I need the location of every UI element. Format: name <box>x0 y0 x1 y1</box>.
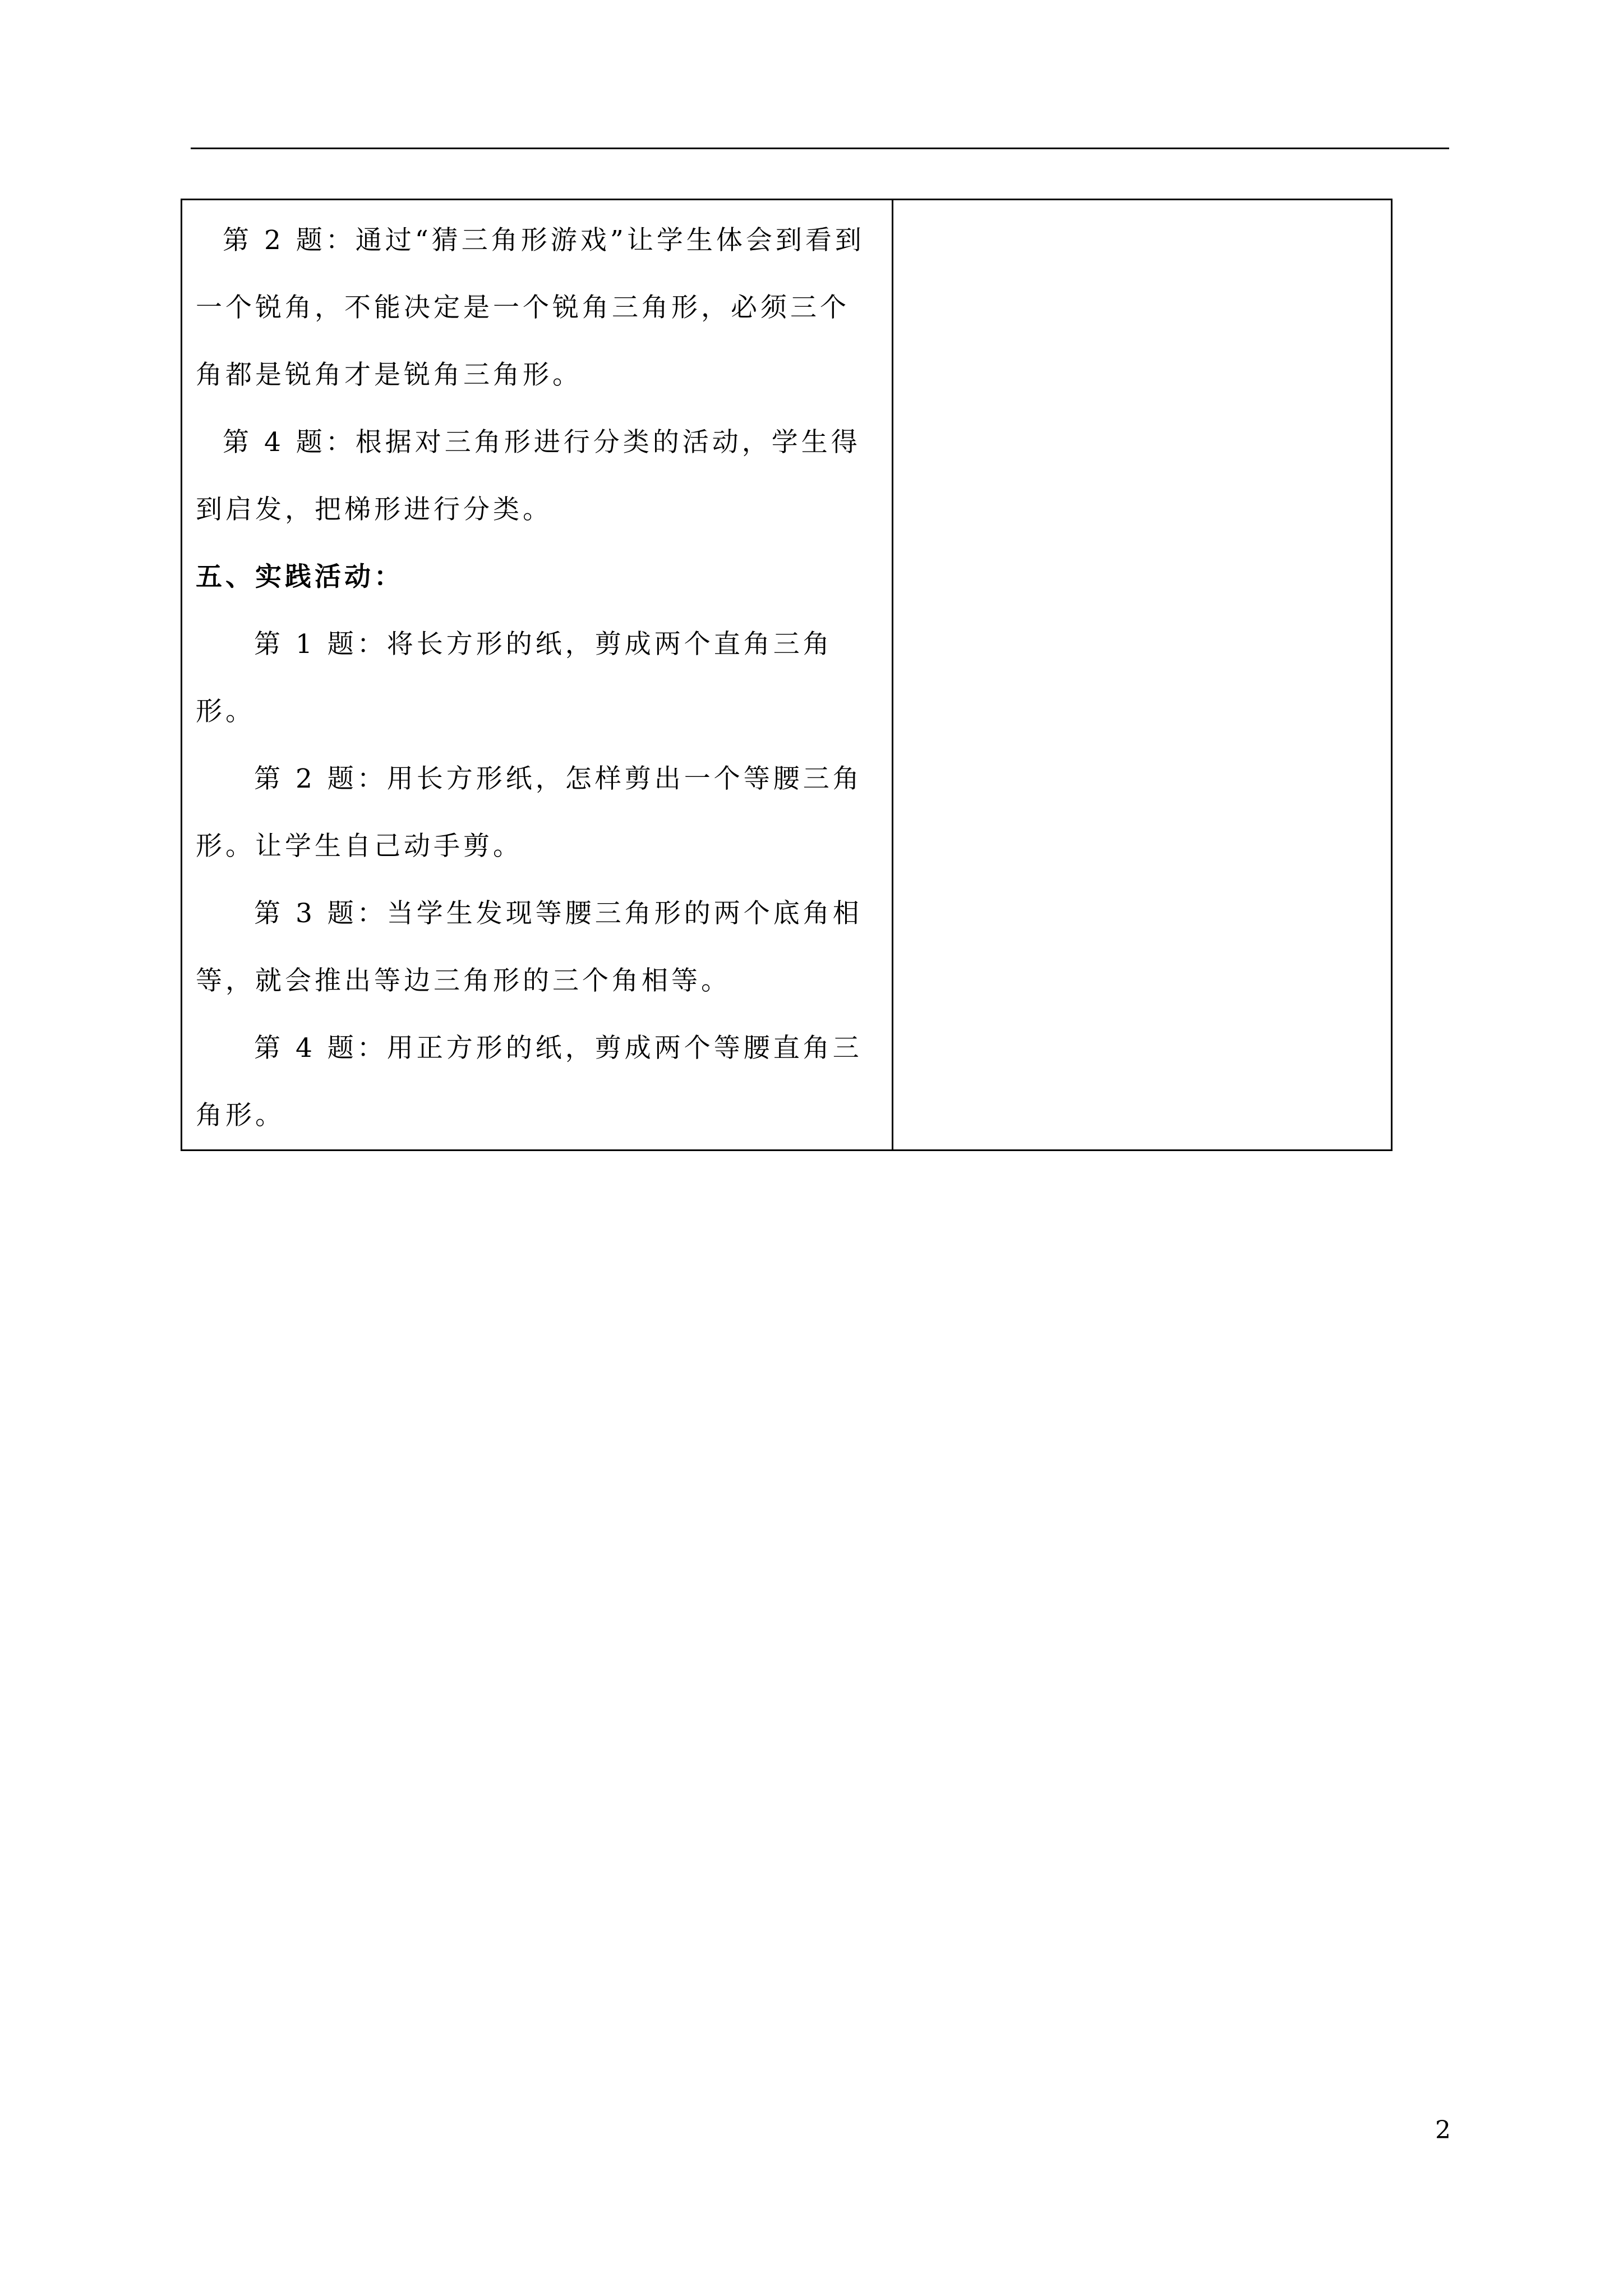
page-number: 2 <box>1435 2116 1451 2145</box>
section-heading-practice-activity: 五、实践活动： <box>196 562 404 592</box>
header-rule <box>191 148 1449 149</box>
paragraph-classify-trapezoid: 第 4 题：根据对三角形进行分类的活动，学生得到启发，把梯形进行分类。 <box>196 427 861 525</box>
content-cell-body <box>182 200 892 1149</box>
content-cell <box>182 200 893 1151</box>
lesson-table <box>181 199 1393 1151</box>
paragraph-guess-triangle-game: 第 2 题：通过“猜三角形游戏”让学生体会到看到一个锐角，不能决定是一个锐角三角形，必须三个角都是锐角才是锐角三角形。 <box>196 225 865 390</box>
paragraph-practice-2: 第 2 题：用长方形纸，怎样剪出一个等腰三角形。让学生自己动手剪。 <box>196 763 863 862</box>
paragraph-practice-1: 第 1 题：将长方形的纸，剪成两个直角三角形。 <box>196 629 833 727</box>
paragraph-practice-4: 第 4 题：用正方形的纸，剪成两个等腰直角三角形。 <box>196 1033 863 1131</box>
table-row <box>182 200 1392 1151</box>
notes-cell <box>893 200 1392 1151</box>
paragraph-practice-3: 第 3 题：当学生发现等腰三角形的两个底角相等，就会推出等边三角形的三个角相等。 <box>196 898 863 996</box>
